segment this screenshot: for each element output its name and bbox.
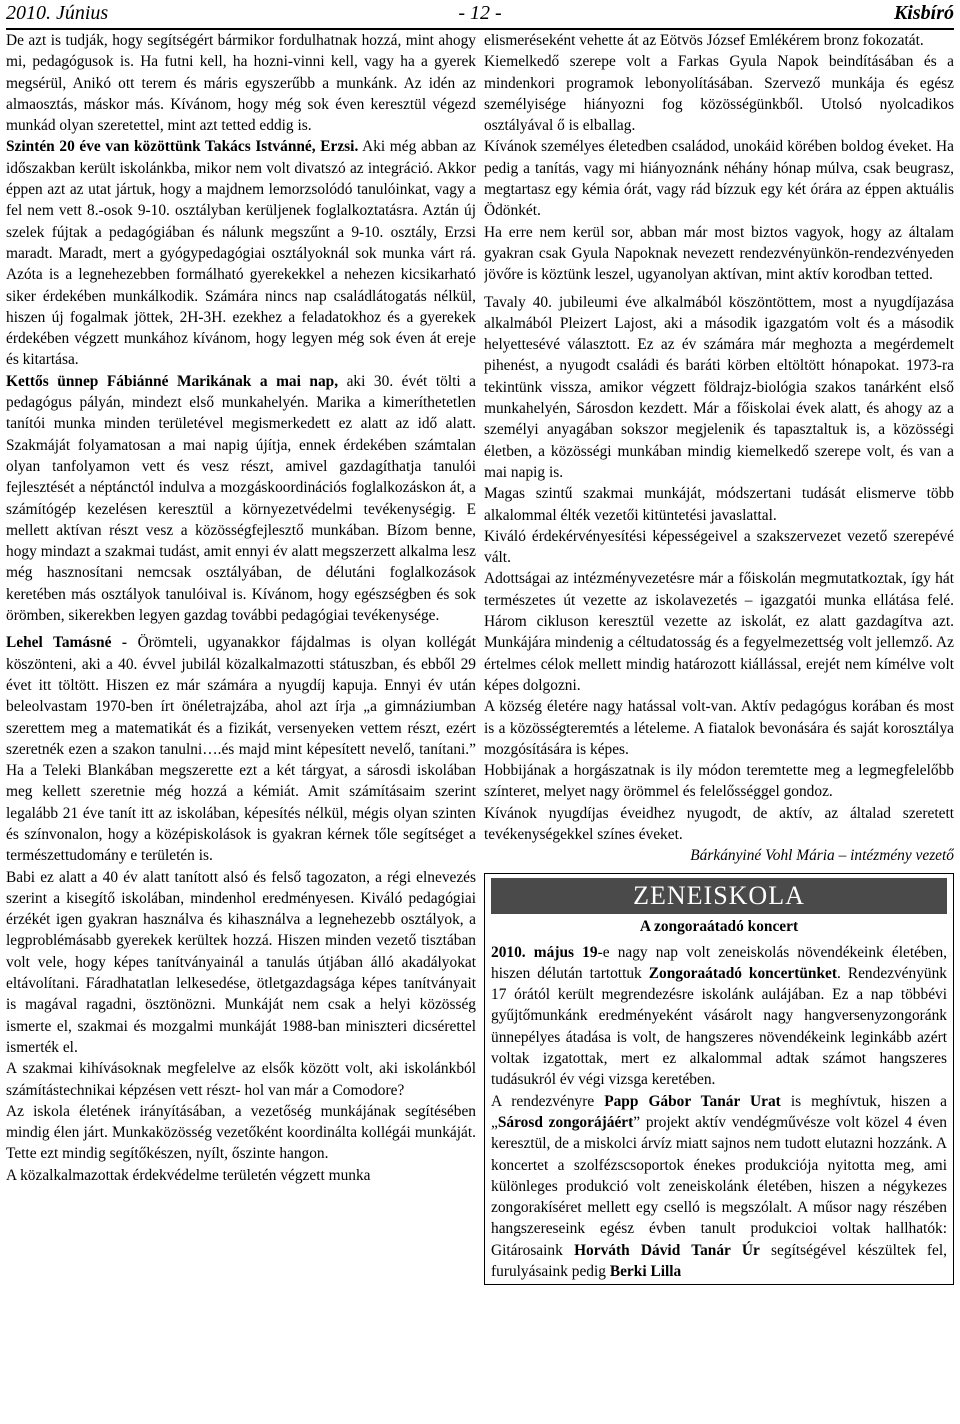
box-subtitle: A zongoraátadó koncert [639,917,799,935]
publication-name: Kisbíró [893,2,954,24]
article-paragraph: Kettős ünnep Fábiánné Marikának a mai nap, aki 30. évét tölti a pedagógus pályán, mindezt első munkahelyén. Marika a kimeríthetetlen tanítói munka minden területével megismerkedett ez alatt az idő alatt. Szakmáját folyamatosan a mai napig újítja, ennek érdekében számtalan olyan tanfolyamon vett és vesz részt, amivel gazdagíthatja tanulói fejlesztését a néptánctól indulva a mozgáskoordinációs foglalkozáskon át, a számítógép kezelésen keresztül a környezetvédelmi tevékenységig. E mellett aktívan részt vesz a közösségfejlesztő munkában. Bízom benne, hogy mindazt a szakmai tudást, amit ennyi év alatt megszerzett alkalma lesz még hasznosítani nemcsak osztályában, de délutáni foglalkozások keretében más osztályok tanulóival is. Kívánom, hogy egészségben és sok örömben, sikerekben legyen gazdag további pedagógiai tevékenysége. [6,372,476,625]
article-paragraph: Babi ez alatt a 40 év alatt tanított alsó és felső tagozaton, a régi elnevezés szerint a kisegítő iskolában, mindenhol eredményesen. Kiváló pedagógiai érzékét igen gyakran használva és kihasználva a legnehezebb osztályok, a legproblémásabb gyerekek kerültek hozzá. Hiszen minden vezető tisztában volt vele, hogy képes tanítványainál a tanulás útjában álló akadályokat eltávolítani. Fáradhatatlan lelkesedése, ötletgazdagsága képes tanítványait is magával ragadni, ösztönözni. Munkáját nem csak a helyi közösség ismerte el, szakmai és mozgalmi munkáját 1988-ban miniszteri dicsérettel ismerték el. [6,868,476,1056]
article-paragraph: Kiemelkedő szerepe volt a Farkas Gyula Napok beindításában és a mindenkori programok lebonyolításában. Szervező munkája és egész személyisége hiányozni fog közösségünkből. Utolsó nyolcadikos osztályával ő is elballag. [484,53,954,135]
article-paragraph: elismeréseként vehette át az Eötvös József Emlékérem bronz fokozatát. [484,32,924,49]
article-paragraph: Ha erre nem kerül sor, abban már most biztos vagyok, hogy az általam gyakran csak Gyula Napoknak nevezett rendezvényünkön-rendezvényeden jövőre is köztünk leszel, ugyanolyan aktívan, mint aktív korodban tetted. [484,223,954,284]
article-paragraph: 2010. május 19-e nagy nap volt zeneiskolás növendékeink életében, hiszen délután tartottuk Zongoraátadó koncertünket. Rendezvényünk 17 órától került megrendezésre iskolánk aulájában. Ez a nap többévi gyűjtőmunkánk eredményeként vásárolt nagy hangversenyzongoránk ünnepélyes átadása is volt, de hangszeres növendékeink leginkább azért voltak izgatottak, mert ez alkalommal adtak számot hangszeres tudásukról év végi vizsga keretében. [491,943,948,1089]
article-paragraph: Tavaly 40. jubileumi éve alkalmából köszöntöttem, most a nyugdíjazása alkalmából Pleizert Lajost, aki a második igazgatóm volt és a második helyettesévé választott. Ez az év számára már meghozta a megérdemelt pihenést, a nyugodt családi és baráti körben eltöltött hónapokat. 1973-ra tekintünk vissza, amikor végzett földrajz-biológia szakos tanárként első munkahelyén, Sárosdon kezdett. Már a főiskolai évek alatt, és ahogy az a személyi anyagában sokszor megjelenik és tapasztaltuk is, a közösségi életben, a közösségi munkában mindig kiemelkedő szerepe volt, és van a mai napig is. [484,293,954,481]
author-signature: Bárkányiné Vohl Mária – intézmény vezető [690,847,954,865]
article-paragraph: Szintén 20 éve van közöttünk Takács Istvánné, Erzsi. Aki még abban az időszakban került iskolánkba, mikor nem volt divatszó az integráció. Akkor éppen azt az utat jártuk, hogy a majdnem lemorzsolódó tanulóinkat, vagy a fel nem vett 8.-osok 9-10. osztályban kerüljenek foglalkoztatásra. Aztán új szelek fújtak a pedagógiában és nálunk megszűnt a 9-10. osztály, Erzsi maradt. Maradt, mert a gyógypedagógiai osztályoknál sok munka várt rá. Azóta is a legnehezebben formálható gyerekekkel a nehezen kicsikarható siker érdekében munkálkodik. Számára nincs nap családlátogatás nélkül, hiszen új fogalmak jöttek, 2H-3H. ezekhez a feladatokhoz és a gyerekek érdekében végzett munkához kívánom, hogy legyen még sok éven át ereje és kitartása. [6,138,476,369]
article-paragraph: Kívánok nyugdíjas éveidhez nyugodt, de aktív, az általad szeretett tevékenységekkel színes éveket. [484,804,954,843]
page-header [6,0,954,30]
page-number: - 12 - [458,2,502,24]
article-paragraph: Magas szintű szakmai munkáját, módszertani tudását elismerve több alkalommal élték vezetői kitüntetési javaslattal. [484,485,954,524]
article-paragraph: Adottságai az intézményvezetésre már a főiskolán megmutatkoztak, így hát természetes út vezette az iskolavezetés – igazgatói munka ellátása felé. Három cikluson keresztül vezette az iskolát, ez alatt gazdagítva azt. Munkájára mindenig a céltudatosság és a fegyelmezettség volt jellemző. Az értelmes célok mellett mindig határozott kiállással, erejét nem kímélve volt képes dolgozni. [484,570,954,694]
article-paragraph: Kiváló érdekérvényesítési képességeivel a szakszervezet vezető szerepévé vált. [484,527,954,567]
article-paragraph: Hobbijának a horgászatnak is ily módon teremtette meg a legmegfelelőbb színteret, melyet nagy örömmel és felelősséggel gondoz. [484,762,954,801]
article-paragraph: Kívánok személyes életedben családod, unokáid körében boldog éveket. Ha pedig a tanítás, vagy mi hiányoznánk néhány hónap múlva, csak beugrasz, megtartasz egy kémia órát, vagy rád bízzuk egy két órára az éppen aktuális Ödönkét. [484,138,954,220]
issue-date: 2010. Június [6,2,109,24]
article-paragraph: A rendezvényre Papp Gábor Tanár Urat is meghívtuk, hiszen a „Sárosd zongorájáért” projekt aktív vendégművésze volt közel 4 éven keresztül, de a miskolci árvíz miatt sajnos nem tudott elutazni hozzánk. A koncertet a szolfézscsoportok énekes produkciója nyitotta meg, ami különleges produkció volt zeneiskolánk életében, hiszen a négykezes zongorakíséret mellett egy cselló is megszólalt. A műsor nagy részében hangszereseink egész évben tanult produkcioi voltak hallhatók: Gitárosaink Horváth Dávid Tanár Úr segítségével készültek fel, furulyásaink pedig Berki Lilla [491,1092,948,1281]
article-paragraph: De azt is tudják, hogy segítségért bármikor fordulhatnak hozzá, mint ahogy mi, pedagógusok is. Ha futni kell, ha hozni-vinni kell, vagy ha a gyerek megsérül, Anikó ott terem és máris egyszerűbb a munkánk. Az idén az almaosztás, máskor más. Kívánom, hogy még sok éven keresztül végezd munkád olyan szeretettel, mint azt tetted eddig is. [6,32,476,135]
article-paragraph: Lehel Tamásné - Örömteli, ugyanakkor fájdalmas is olyan kollégát köszönteni, aki a 40. évvel jubilál közalkalmazotti státuszban, és ebből 29 évet itt töltött. Hiszen ez már számára a nyugdíj kapuja. Ennyi év után beleolvastam 1970-ben írt önéletrajzába, ahol azt írja „a gimnáziumban szerettem meg a matematikát és a fizikát, versenyeken vettem részt, ezért szeretnék ezen a szakon tanulni….és majd mint képesített nevelő, tanítani.” Ha a Teleki Blankában megszerette ezt a két tárgyat, a sárosdi iskolában meg kellett szeretnie még hozzá a kémiát. Amit számításaim szerint legalább 21 éve tanít itt az iskolában, képesítés nélkül, mégis olyan szinten és színvonalon, hogy a középiskolások is gyakran kérnek tőle segítséget a természettudomány e területén is. [6,634,476,865]
left-column [6,30,476,1422]
article-paragraph: A község életére nagy hatással volt-van. Aktív pedagógus korában és most is a közösségteremtés a lételeme. A fiatalok bevonására és saját korosztálya mozgósítására is képes. [484,698,954,758]
article-paragraph: A közalkalmazottak érdekvédelme területén végzett munka [6,1166,371,1184]
music-school-box [484,873,954,1286]
right-column [484,30,954,1422]
article-paragraph: A szakmai kihívásoknak megfelelve az elsők között volt, aki iskolánkból számítástechnikai képzésen vett részt- hol van már a Comodore? [6,1060,476,1099]
article-paragraph: Az iskola életének irányításában, a vezetőség munkájának segítésében mindig élen járt. Munkaközösség vezetőként koordinálta kollégái munkáját. Tette ezt mindig segítőkészen, nyílt, őszinte hangon. [6,1102,476,1163]
box-title: ZENEISKOLA [491,878,947,914]
